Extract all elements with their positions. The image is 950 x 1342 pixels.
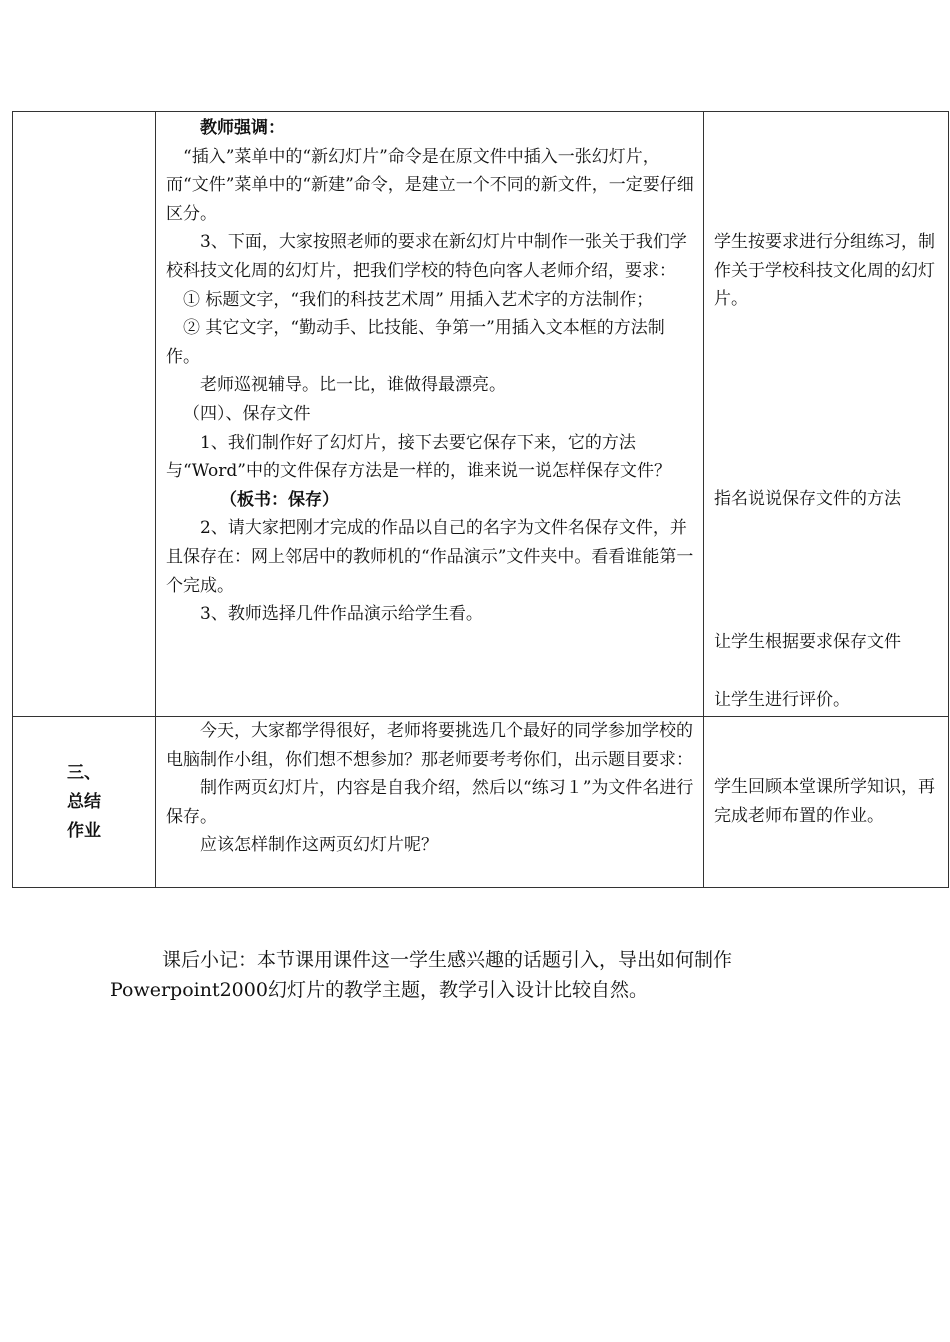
after-class-note	[110, 945, 870, 1005]
section-label-line: 总结	[67, 791, 101, 812]
student-activity-text: 让学生根据要求保存文件	[714, 632, 901, 652]
teaching-paragraph: ② 其它文字，“勤动手、比技能、争第一”用插入文本框的方法制作。	[166, 318, 665, 367]
section-label-cell	[13, 112, 156, 717]
teaching-paragraph: 3、下面，大家按照老师的要求在新幻灯片中制作一张关于我们学校科技文化周的幻灯片，把我们学校的特色向客人老师介绍，要求：	[166, 232, 687, 281]
teaching-content-cell	[156, 717, 704, 888]
teaching-paragraph: 制作两页幻灯片，内容是自我介绍，然后以“练习１”为文件名进行保存。	[166, 778, 694, 827]
teaching-paragraph: “插入”菜单中的“新幻灯片”命令是在原文件中插入一张幻灯片，而“文件”菜单中的“新建”命令，是建立一个不同的新文件，一定要仔细区分。	[166, 146, 694, 224]
after-class-note-line: 课后小记：本节课用课件这一学生感兴趣的话题引入，导出如何制作	[162, 949, 733, 971]
student-activity-cell	[704, 112, 949, 717]
student-activity-text: 学生按要求进行分组练习，制作关于学校科技文化周的幻灯片。	[714, 232, 935, 310]
teaching-paragraph: 老师巡视辅导。比一比，谁做得最漂亮。	[200, 375, 506, 396]
teaching-paragraph: （四）、保存文件	[183, 403, 311, 424]
teaching-paragraph: 1、我们制作好了幻灯片，接下去要它保存下来，它的方法与“Word”中的文件保存方法是一样的，谁来说一说怎样保存文件？	[166, 432, 671, 482]
teaching-paragraph: 3、教师选择几件作品演示给学生看。	[200, 604, 483, 625]
student-activity-text: 指名说说保存文件的方法	[714, 489, 901, 509]
teaching-paragraph: 教师强调：	[200, 118, 285, 138]
student-activity-text: 学生回顾本堂课所学知识，再完成老师布置的作业。	[714, 777, 935, 826]
lesson-plan-table	[12, 111, 949, 888]
teaching-paragraph: ① 标题文字，“我们的科技艺术周” 用插入艺术字的方法制作；	[183, 289, 654, 310]
teaching-paragraph: 今天，大家都学得很好，老师将要挑选几个最好的同学参加学校的电脑制作小组，你们想不想参加？那老师要考考你们，出示题目要求：	[166, 721, 693, 770]
teaching-paragraph: 应该怎样制作这两页幻灯片呢？	[200, 835, 438, 856]
student-activity-text: 让学生进行评价。	[714, 690, 850, 710]
teaching-content-cell	[156, 112, 704, 717]
teaching-paragraph: （板书：保存）	[220, 489, 339, 510]
table-row	[13, 112, 949, 717]
section-label-cell	[13, 717, 156, 888]
teaching-paragraph: 2、请大家把刚才完成的作品以自己的名字为文件名保存文件，并且保存在：网上邻居中的教师机的“作品演示”文件夹中。看看谁能第一个完成。	[166, 518, 694, 596]
section-label-line: 三、	[67, 762, 101, 783]
after-class-note-line: Powerpoint2000幻灯片的教学主题，教学引入设计比较自然。	[110, 979, 648, 1001]
student-activity-cell	[704, 717, 949, 888]
section-label-line: 作业	[67, 820, 101, 841]
table-row	[13, 717, 949, 888]
